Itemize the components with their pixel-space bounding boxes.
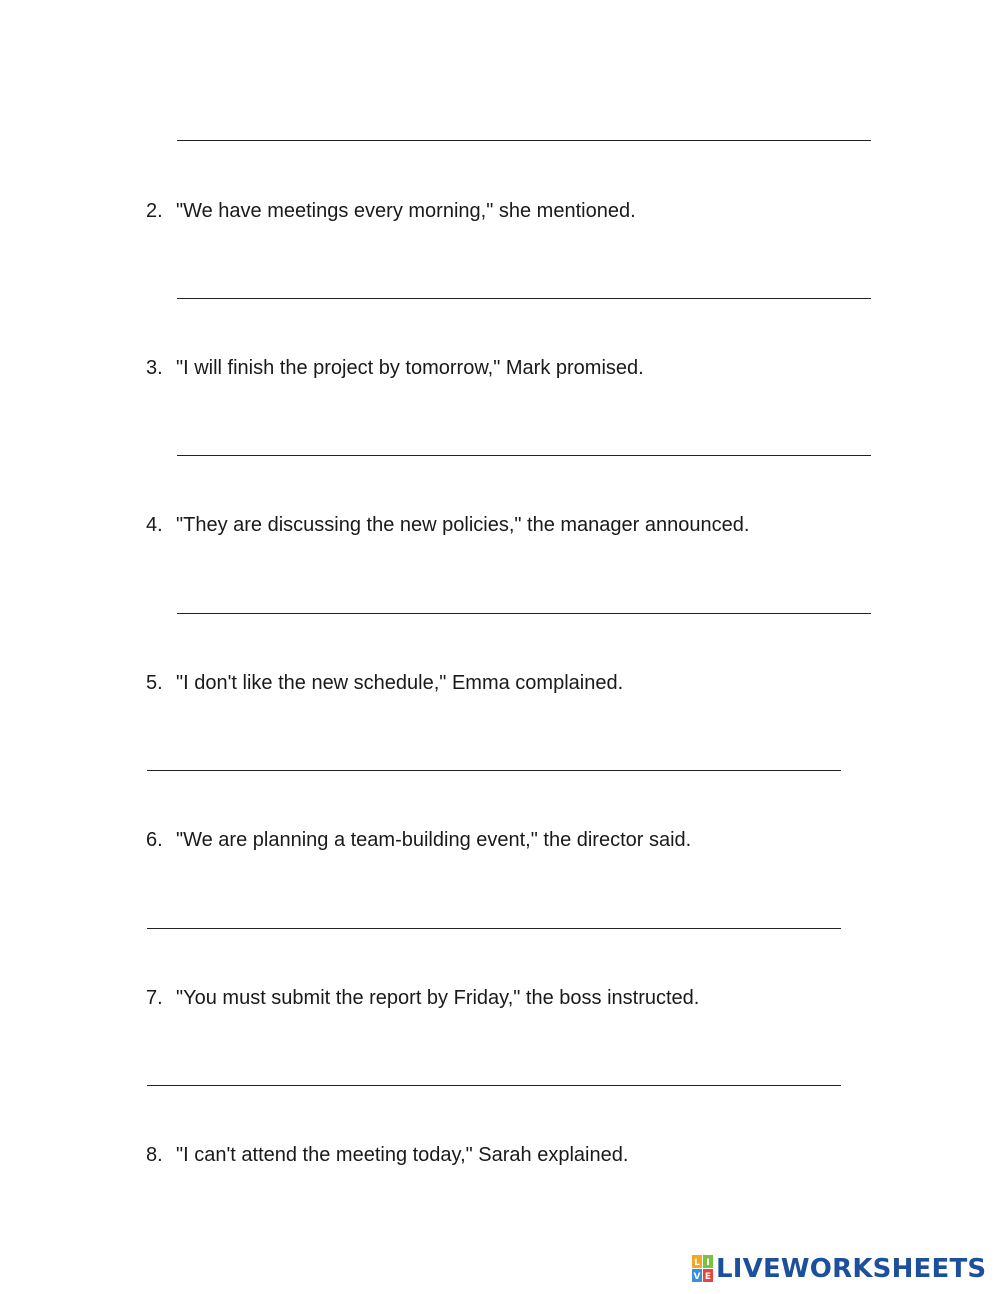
question-number: 3.	[146, 357, 163, 379]
question-8	[146, 1142, 906, 1168]
answer-line-6[interactable]	[147, 928, 841, 929]
question-number: 7.	[146, 987, 163, 1009]
question-text: "You must submit the report by Friday," the boss instructed.	[176, 987, 700, 1009]
answer-line-4[interactable]	[177, 613, 871, 614]
question-3	[146, 355, 906, 381]
answer-line-2[interactable]	[177, 298, 871, 299]
question-text: "I don't like the new schedule," Emma complained.	[176, 672, 624, 694]
question-number: 8.	[146, 1144, 163, 1166]
question-number: 6.	[146, 829, 163, 851]
question-number: 5.	[146, 672, 163, 694]
answer-line-7[interactable]	[147, 1085, 841, 1086]
brand-name: LIVEWORKSHEETS	[716, 1254, 987, 1284]
question-2	[146, 198, 906, 224]
question-text: "We are planning a team-building event," the director said.	[176, 829, 692, 851]
liveworksheets-logo-icon	[692, 1255, 714, 1283]
question-text: "I can't attend the meeting today," Sarah explained.	[176, 1144, 629, 1166]
answer-line-5[interactable]	[147, 770, 841, 771]
svg-text:L: L	[694, 1258, 700, 1268]
question-text: "We have meetings every morning," she mentioned.	[176, 200, 636, 222]
question-6	[146, 827, 906, 853]
svg-text:E: E	[704, 1272, 712, 1282]
question-text: "I will finish the project by tomorrow," Mark promised.	[176, 357, 644, 379]
svg-text:I: I	[706, 1258, 710, 1268]
question-number: 2.	[146, 200, 163, 222]
question-7	[146, 985, 906, 1011]
svg-text:V: V	[693, 1272, 701, 1282]
question-4	[146, 512, 906, 538]
liveworksheets-brand	[692, 1253, 986, 1285]
question-text: "They are discussing the new policies," the manager announced.	[176, 514, 750, 536]
answer-line-1[interactable]	[177, 140, 871, 141]
question-number: 4.	[146, 514, 163, 536]
answer-line-3[interactable]	[177, 455, 871, 456]
question-5	[146, 670, 906, 696]
